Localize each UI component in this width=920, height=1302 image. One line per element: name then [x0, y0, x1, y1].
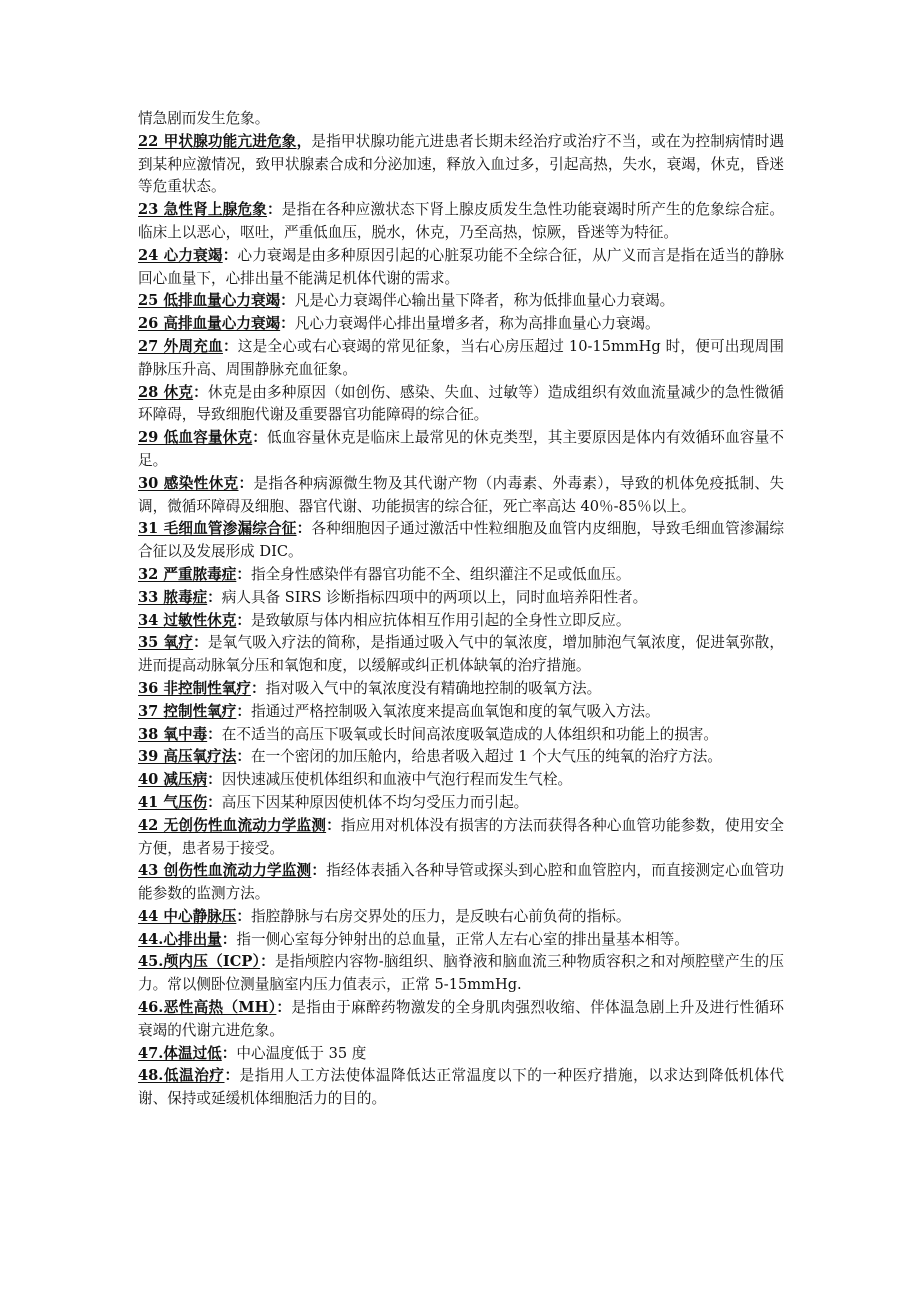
definition-term: 41 气压伤	[138, 793, 208, 811]
definition-text: 指一侧心室每分钟射出的总血量，正常人左右心室的排出量基本相等。	[236, 930, 689, 948]
definition-term: 45.颅内压（ICP）	[138, 953, 261, 971]
definition-text: 是指颅腔内容物-脑组织、脑脊液和脑血流三种物质容积之和对颅腔壁产生的压力。常以侧卧位测量脑室内压力值表示，正常 5-15mmHg.	[138, 953, 784, 994]
definition-term: 31 毛细血管渗漏综合征	[138, 520, 297, 538]
definition-term: 29 低血容量休克	[138, 429, 253, 447]
term-separator: ，	[296, 132, 312, 150]
definition-term: 42 无创伤性血流动力学监测	[138, 816, 327, 834]
definition-term: 23 急性肾上腺危象	[138, 201, 268, 219]
definition-term: 35 氧疗	[138, 634, 194, 652]
definition-entry	[138, 951, 784, 997]
term-separator: ：	[267, 201, 282, 219]
term-separator: ：	[207, 771, 222, 789]
definition-text: 各种细胞因子通过激活中性粒细胞及血管内皮细胞，导致毛细血管渗漏综合征以及发展形成 DIC。	[138, 520, 784, 561]
definition-entry	[138, 199, 784, 245]
definition-term: 28 休克	[138, 383, 194, 401]
definition-term: 37 控制性氧疗	[138, 702, 237, 720]
term-separator: ：	[276, 999, 292, 1017]
definition-text: 心力衰竭是由多种原因引起的心脏泵功能不全综合征，从广义而言是指在适当的静脉回心血量下，心排出量不能满足机体代谢的需求。	[138, 246, 784, 287]
definition-entry	[138, 587, 784, 610]
definition-text: 指经体表插入各种导管或探头到心腔和血管腔内，而直接测定心血管功能参数的监测方法。	[138, 862, 784, 903]
term-separator: ：	[222, 246, 238, 264]
definition-text: 病人具备 SIRS 诊断指标四项中的两项以上，同时血培养阳性者。	[221, 588, 648, 606]
definition-text: 中心温度低于 35 度	[236, 1044, 367, 1062]
definition-term: 36 非控制性氧疗	[138, 679, 251, 697]
definition-entry	[138, 678, 784, 701]
definition-term: 38 氧中毒	[138, 725, 208, 743]
definition-entry	[138, 769, 784, 792]
definition-term: 27 外周充血	[138, 337, 223, 355]
term-separator: ：	[207, 725, 222, 743]
definition-entry	[138, 701, 784, 724]
definition-term: 26 高排血量心力衰竭	[138, 315, 281, 333]
term-separator: ：	[250, 679, 266, 697]
definition-term: 44.心排出量	[138, 930, 222, 948]
definition-entry	[138, 518, 784, 564]
definition-entry	[138, 632, 784, 678]
term-separator: ：	[221, 1044, 237, 1062]
definition-term: 24 心力衰竭	[138, 246, 223, 264]
definition-text: 凡是心力衰竭伴心输出量下降者，称为低排血量心力衰竭。	[294, 292, 675, 310]
definition-entry	[138, 746, 784, 769]
definition-text: 高压下因某种原因使机体不均匀受压力而引起。	[221, 793, 529, 811]
definition-text: 是指甲状腺功能亢进患者长期未经治疗或治疗不当，或在为控制病情时遇到某种应激情况，致甲状腺素合成和分泌加速，释放入血过多，引起高热，失水，衰竭，休克，昏迷等危重状态。	[138, 132, 784, 196]
definition-text: 指应用对机体没有损害的方法而获得各种心血管功能参数，使用安全方便，患者易于接受。	[138, 816, 784, 857]
definition-text: 是指各种病源微生物及其代谢产物（内毒素、外毒素），导致的机体免疫抵制、失调，微循环障碍及细胞、器官代谢、功能损害的综合征，死亡率高达 40％-85％以上。	[138, 474, 784, 515]
term-separator: ：	[236, 748, 251, 766]
definition-text: 指腔静脉与右房交界处的压力，是反映右心前负荷的指标。	[250, 907, 631, 925]
definition-term: 39 高压氧疗法	[138, 748, 237, 766]
definition-text: 在一个密闭的加压舱内，给患者吸入超过 1 个大气压的纯氧的治疗方法。	[250, 748, 722, 766]
definition-entry	[138, 610, 784, 633]
term-separator: ：	[252, 429, 268, 447]
definition-entry	[138, 1065, 784, 1111]
term-separator: ：	[224, 1067, 240, 1085]
term-separator: ：	[326, 816, 341, 834]
definition-entry	[138, 724, 784, 747]
definition-entry	[138, 564, 784, 587]
definition-term: 43 创伤性血流动力学监测	[138, 862, 312, 880]
intro-text: 情急剧而发生危象。	[138, 110, 270, 127]
definition-term: 22 甲状腺功能亢进危象	[138, 132, 297, 150]
term-separator: ：	[260, 953, 275, 971]
definition-text: 低血容量休克是临床上最常见的休克类型，其主要原因是体内有效循环血容量不足。	[138, 429, 784, 469]
definition-term: 47.体温过低	[138, 1044, 222, 1062]
definition-entry	[138, 245, 784, 291]
definition-entry	[138, 815, 784, 861]
term-separator: ：	[221, 930, 237, 948]
definition-text: 指通过严格控制吸入氧浓度来提高血氧饱和度的氧气吸入方法。	[250, 702, 660, 720]
definition-term: 40 减压病	[138, 771, 208, 789]
definition-entry	[138, 473, 784, 519]
definition-text: 是氧气吸入疗法的简称，是指通过吸入气中的氧浓度，增加肺泡气氧浓度，促进氧弥散，进而提高动脉氧分压和氧饱和度，以缓解或纠正机体缺氧的治疗措施。	[138, 634, 784, 675]
definition-text: 是指在各种应激状态下肾上腺皮质发生急性功能衰竭时所产生的危象综合症。临床上以恶心，呕吐，严重低血压，脱水，休克，乃至高热，惊厥，昏迷等为特征。	[138, 201, 784, 241]
term-separator: ：	[207, 793, 222, 811]
definition-text: 这是全心或右心衰竭的常见征象，当右心房压超过 10-15mmHg 时，便可出现周围静脉压升高、周围静脉充血征象。	[138, 337, 784, 378]
definition-entry	[138, 313, 784, 336]
definition-entry	[138, 336, 784, 382]
term-separator: ：	[236, 907, 251, 925]
term-separator: ：	[207, 588, 222, 606]
definition-entry	[138, 427, 784, 473]
definition-text: 指对吸入气中的氧浓度没有精确地控制的吸氧方法。	[265, 679, 602, 697]
definition-term: 30 感染性休克	[138, 474, 239, 492]
definition-text: 是致敏原与体内相应抗体相互作用引起的全身性立即反应。	[250, 611, 631, 629]
definition-text: 凡心力衰竭伴心排出量增多者，称为高排血量心力衰竭。	[294, 315, 660, 333]
term-separator: ：	[222, 337, 238, 355]
definition-text: 在不适当的高压下吸氧或长时间高浓度吸氧造成的人体组织和功能上的损害。	[221, 725, 718, 743]
definition-term: 25 低排血量心力衰竭	[138, 292, 281, 310]
document-page	[138, 108, 784, 1111]
definition-entry	[138, 997, 784, 1043]
definition-entry	[138, 382, 784, 428]
definition-entry	[138, 792, 784, 815]
definition-term: 44 中心静脉压	[138, 907, 237, 925]
term-separator: ：	[236, 702, 251, 720]
definition-list	[138, 131, 784, 1111]
definition-term: 32 严重脓毒症	[138, 565, 237, 583]
definition-term: 34 过敏性休克	[138, 611, 237, 629]
definition-entry	[138, 929, 784, 952]
definition-term: 46.恶性高热（MH）	[138, 999, 277, 1017]
term-separator: ：	[236, 611, 251, 629]
definition-term: 48.低温治疗	[138, 1067, 225, 1085]
term-separator: ：	[236, 565, 251, 583]
term-separator: ：	[280, 315, 295, 333]
definition-text: 指全身性感染伴有器官功能不全、组织灌注不足或低血压。	[250, 565, 631, 583]
definition-text: 是指用人工方法使体温降低达正常温度以下的一种医疗措施，以求达到降低机体代谢、保持或延缓机体细胞活力的目的。	[138, 1067, 784, 1108]
definition-entry	[138, 290, 784, 313]
definition-text: 因快速减压使机体组织和血液中气泡行程而发生气栓。	[221, 771, 573, 789]
term-separator: ：	[296, 520, 312, 538]
term-separator: ：	[193, 634, 208, 652]
term-separator: ：	[238, 474, 254, 492]
definition-entry	[138, 1043, 784, 1066]
term-separator: ：	[193, 383, 208, 401]
definition-entry	[138, 131, 784, 199]
definition-term: 33 脓毒症	[138, 588, 208, 606]
definition-entry	[138, 906, 784, 929]
definition-text: 是指由于麻醉药物激发的全身肌肉强烈收缩、伴体温急剧上升及进行性循环衰竭的代谢亢进危象。	[138, 999, 784, 1039]
definition-text: 休克是由多种原因（如创伤、感染、失血、过敏等）造成组织有效血流量减少的急性微循环障碍，导致细胞代谢及重要器官功能障碍的综合征。	[138, 383, 784, 424]
term-separator: ：	[280, 292, 295, 310]
term-separator: ：	[311, 862, 327, 880]
definition-entry	[138, 860, 784, 906]
